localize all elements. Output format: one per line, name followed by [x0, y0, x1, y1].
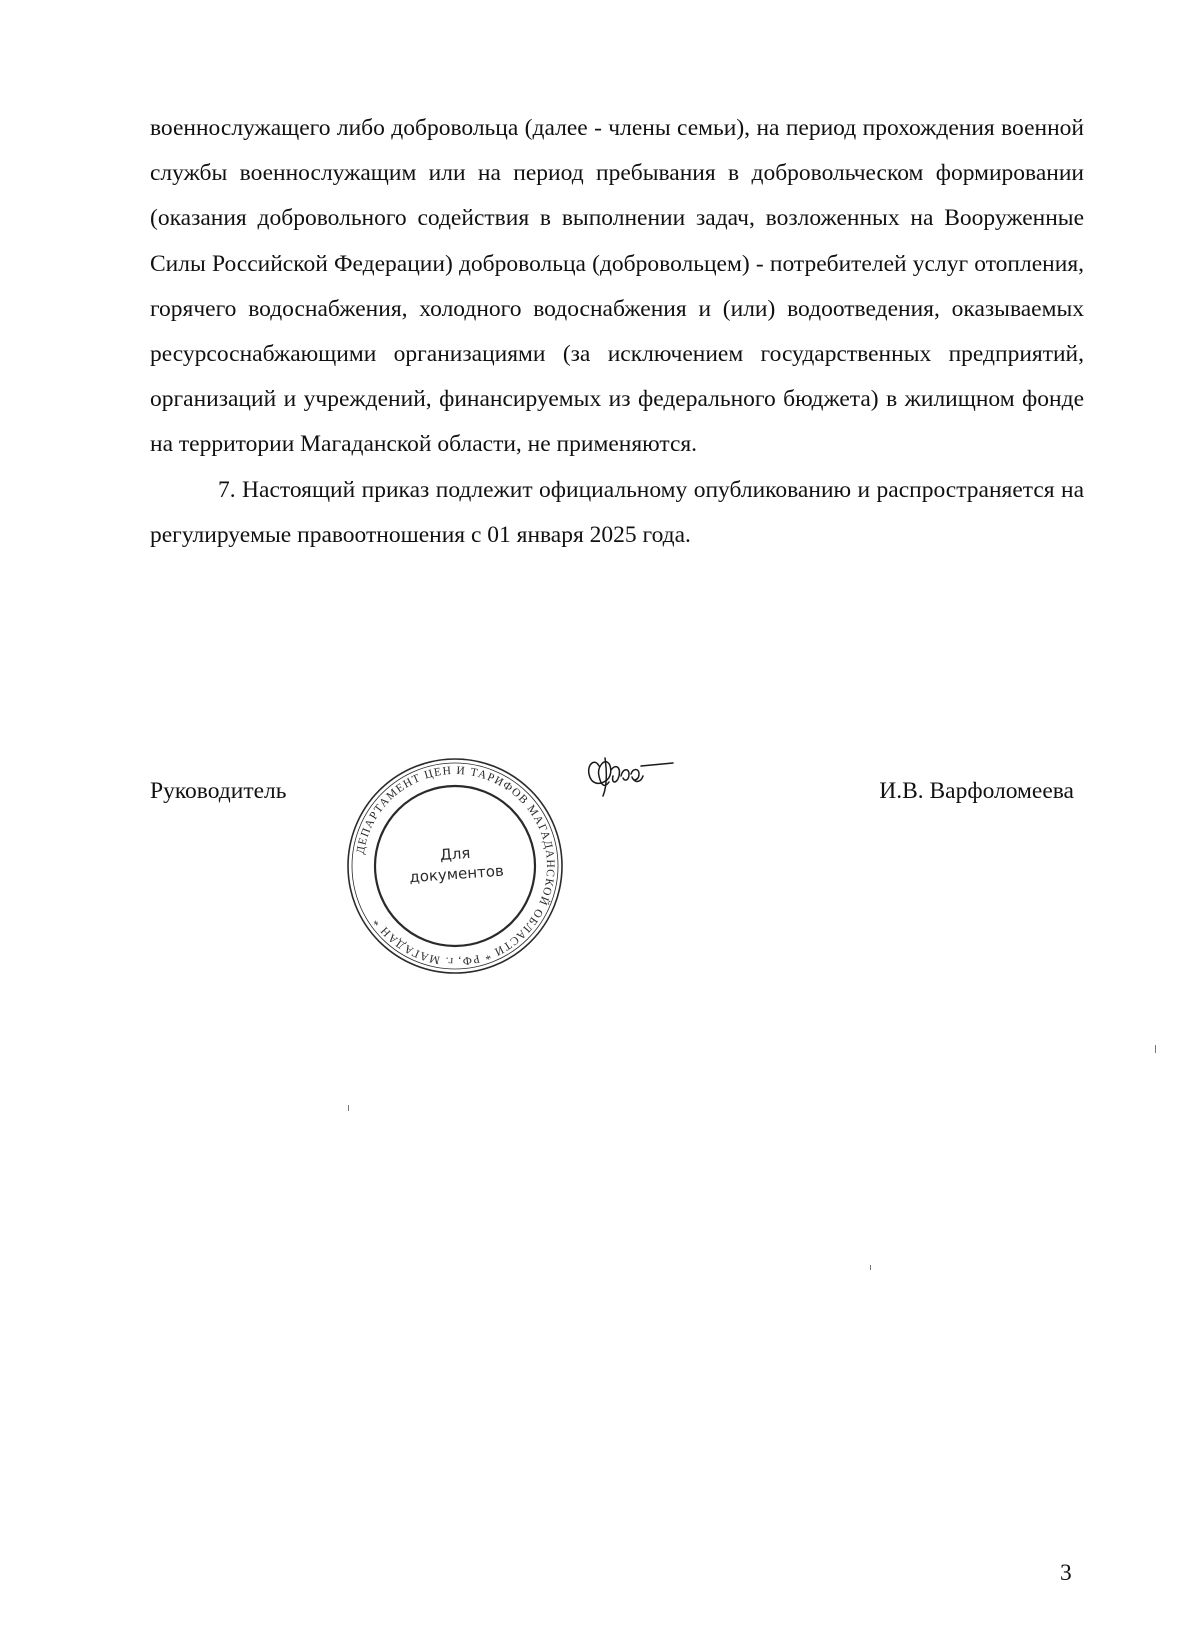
- seal-center-line-1: Для: [439, 843, 471, 864]
- scan-artifact: [870, 1265, 871, 1270]
- official-seal-stamp: [344, 755, 566, 977]
- seal-center-line-2: документов: [408, 861, 505, 887]
- paragraph-7: 7. Настоящий приказ подлежит официальному опубликованию и распространяется на регулируемые правоотношения с 01 января 2025 года.: [150, 476, 1084, 548]
- seal-ring-text: ДЕПАРТАМЕНТ ЦЕН И ТАРИФОВ МАГАДАНСКОЙ ОБЛАСТИ * РФ, г. МАГАДАН *: [354, 764, 557, 968]
- signer-title: Руководитель: [150, 778, 287, 804]
- document-body: [150, 106, 1084, 558]
- page-number: 3: [1060, 1560, 1072, 1586]
- handwritten-signature: [585, 754, 675, 814]
- signer-name: И.В. Варфоломеева: [879, 778, 1074, 804]
- paragraph-continuation: военнослужащего либо добровольца (далее - члены семьи), на период прохождения военной службы военнослужащим или на период пребывания в добровольческом формировании (оказания добровольного содействия в выполнении задач, возложенных на Вооруженные Силы Российской Федерации) добровольца (добровольцем) - потребителей услуг отопления, горячего водоснабжения, холодного водоснабжения и (или) водоотведения, оказываемых ресурсоснабжающими организациями (за исключением государственных предприятий, организаций и учреждений, финансируемых из федерального бюджета) в жилищном фонде на территории Магаданской области, не применяются.: [150, 115, 1084, 458]
- scan-artifact: [348, 1105, 349, 1111]
- scan-artifact: [1155, 1045, 1156, 1053]
